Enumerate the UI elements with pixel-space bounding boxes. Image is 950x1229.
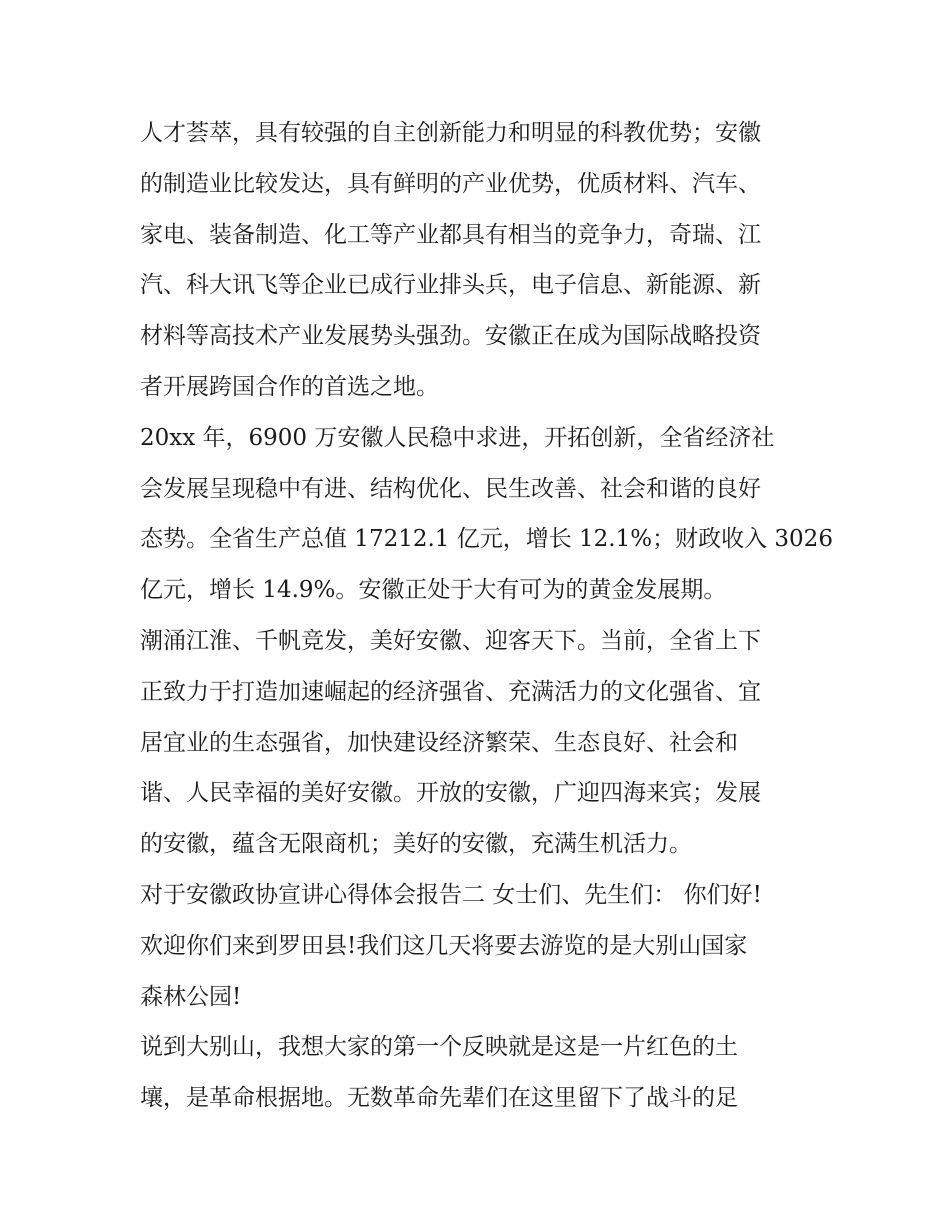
document-body xyxy=(140,108,833,1124)
text-line: 欢迎你们来到罗田县!我们这几天将要去游览的是大别山国家 xyxy=(140,932,748,959)
text-line: 态势。全省生产总值 17212.1 亿元，增长 12.1%；财政收入 3026 xyxy=(140,526,833,553)
text-line: 对于安徽政协宣讲心得体会报告二 女士们、先生们： 你们好! xyxy=(140,881,762,908)
text-line: 家电、装备制造、化工等产业都具有相当的竞争力，奇瑞、江 xyxy=(140,221,761,248)
text-line: 者开展跨国合作的首选之地。 xyxy=(140,373,439,400)
text-line: 材料等高技术产业发展势头强劲。安徽正在成为国际战略投资 xyxy=(140,323,761,350)
text-line: 壤，是革命根据地。无数革命先辈们在这里留下了战斗的足 xyxy=(140,1085,738,1112)
text-line: 的安徽，蕴含无限商机；美好的安徽，充满生机活力。 xyxy=(140,831,692,858)
text-line: 汽、科大讯飞等企业已成行业排头兵，电子信息、新能源、新 xyxy=(140,272,761,299)
text-line: 会发展呈现稳中有进、结构优化、民生改善、社会和谐的良好 xyxy=(140,475,761,502)
text-line: 谐、人民幸福的美好安徽。开放的安徽，广迎四海来宾；发展 xyxy=(140,780,761,807)
text-line: 亿元，增长 14.9%。安徽正处于大有可为的黄金发展期。 xyxy=(140,577,727,604)
text-line: 人才荟萃，具有较强的自主创新能力和明显的科教优势；安徽 xyxy=(140,120,761,146)
text-line: 潮涌江淮、千帆竞发，美好安徽、迎客天下。当前，全省上下 xyxy=(140,627,761,654)
text-line: 森林公园! xyxy=(140,983,242,1010)
text-line: 20xx 年，6900 万安徽人民稳中求进，开拓创新，全省经济社 xyxy=(140,424,775,451)
text-line: 的制造业比较发达，具有鲜明的产业优势，优质材料、汽车、 xyxy=(140,170,761,197)
text-line: 正致力于打造加速崛起的经济强省、充满活力的文化强省、宜 xyxy=(140,678,761,705)
text-line: 说到大别山，我想大家的第一个反映就是这是一片红色的土 xyxy=(140,1034,738,1061)
text-line: 居宜业的生态强省，加快建设经济繁荣、生态良好、社会和 xyxy=(140,729,738,756)
